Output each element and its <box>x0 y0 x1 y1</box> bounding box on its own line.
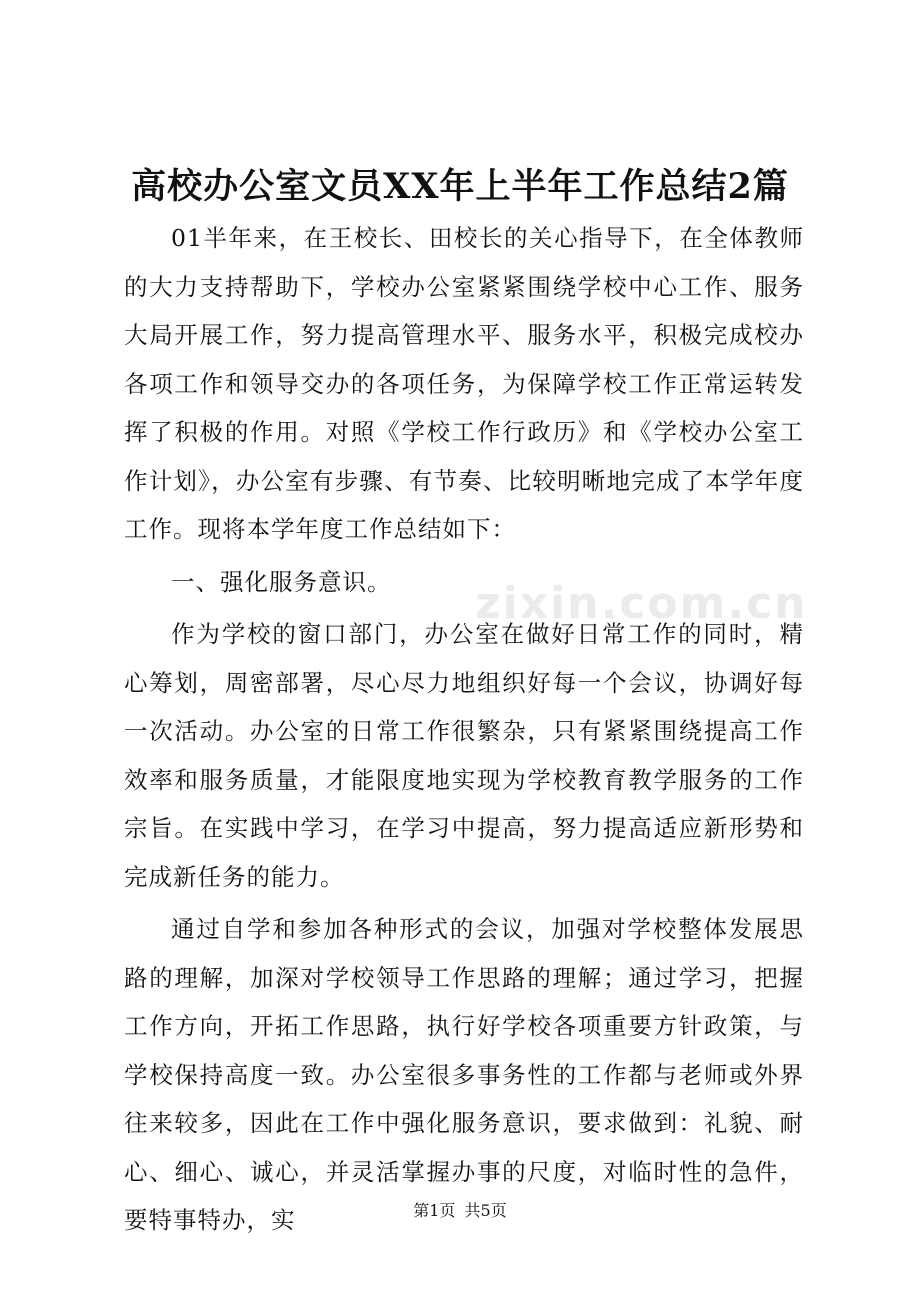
document-title: 高校办公室文员XX年上半年工作总结2篇 <box>131 166 789 207</box>
page-total: 共5页 <box>464 1201 507 1220</box>
paragraph-intro: 01半年来，在王校长、田校长的关心指导下，在全体教师的大力支持帮助下，学校办公室紧紧围绕学校中心工作、服务大局开展工作，努力提高管理水平、服务水平，积极完成校办各项工作和领导交办的各项任务，为保障学校工作正常运转发挥了积极的作用。对照《学校工作行政历》和《学校办公室工作计划》，办公室有步骤、有节奏、比较明晰地完成了本学年度工作。现将本学年度工作总结如下： <box>124 224 804 543</box>
paragraph-section-heading: 一、强化服务意识。 <box>171 567 392 596</box>
page-footer <box>0 1198 920 1224</box>
paragraph-study-and-service: 通过自学和参加各种形式的会议，加强对学校整体发展思路的理解，加深对学校领导工作思路的理解；通过学习，把握工作方向，开拓工作思路，执行好学校各项重要方针政策，与学校保持高度一致。办公室很多事务性的工作都与老师或外界往来较多，因此在工作中强化服务意识，要求做到：礼貌、耐心、细心、诚心，并灵活掌握办事的尺度，对临时性的急件，要特事特办，实 <box>124 915 804 1234</box>
site-watermark: zixin.com.cn <box>475 578 808 629</box>
paragraph-service-role: 作为学校的窗口部门，办公室在做好日常工作的同时，精心筹划，周密部署，尽心尽力地组织好每一个会议，协调好每一次活动。办公室的日常工作很繁杂，只有紧紧围绕提高工作效率和服务质量，才能限度地实现为学校教育教学服务的工作宗旨。在实践中学习，在学习中提高，努力提高适应新形势和完成新任务的能力。 <box>124 620 804 891</box>
page-number: 第1页 <box>413 1201 456 1220</box>
document-body <box>124 214 804 1249</box>
